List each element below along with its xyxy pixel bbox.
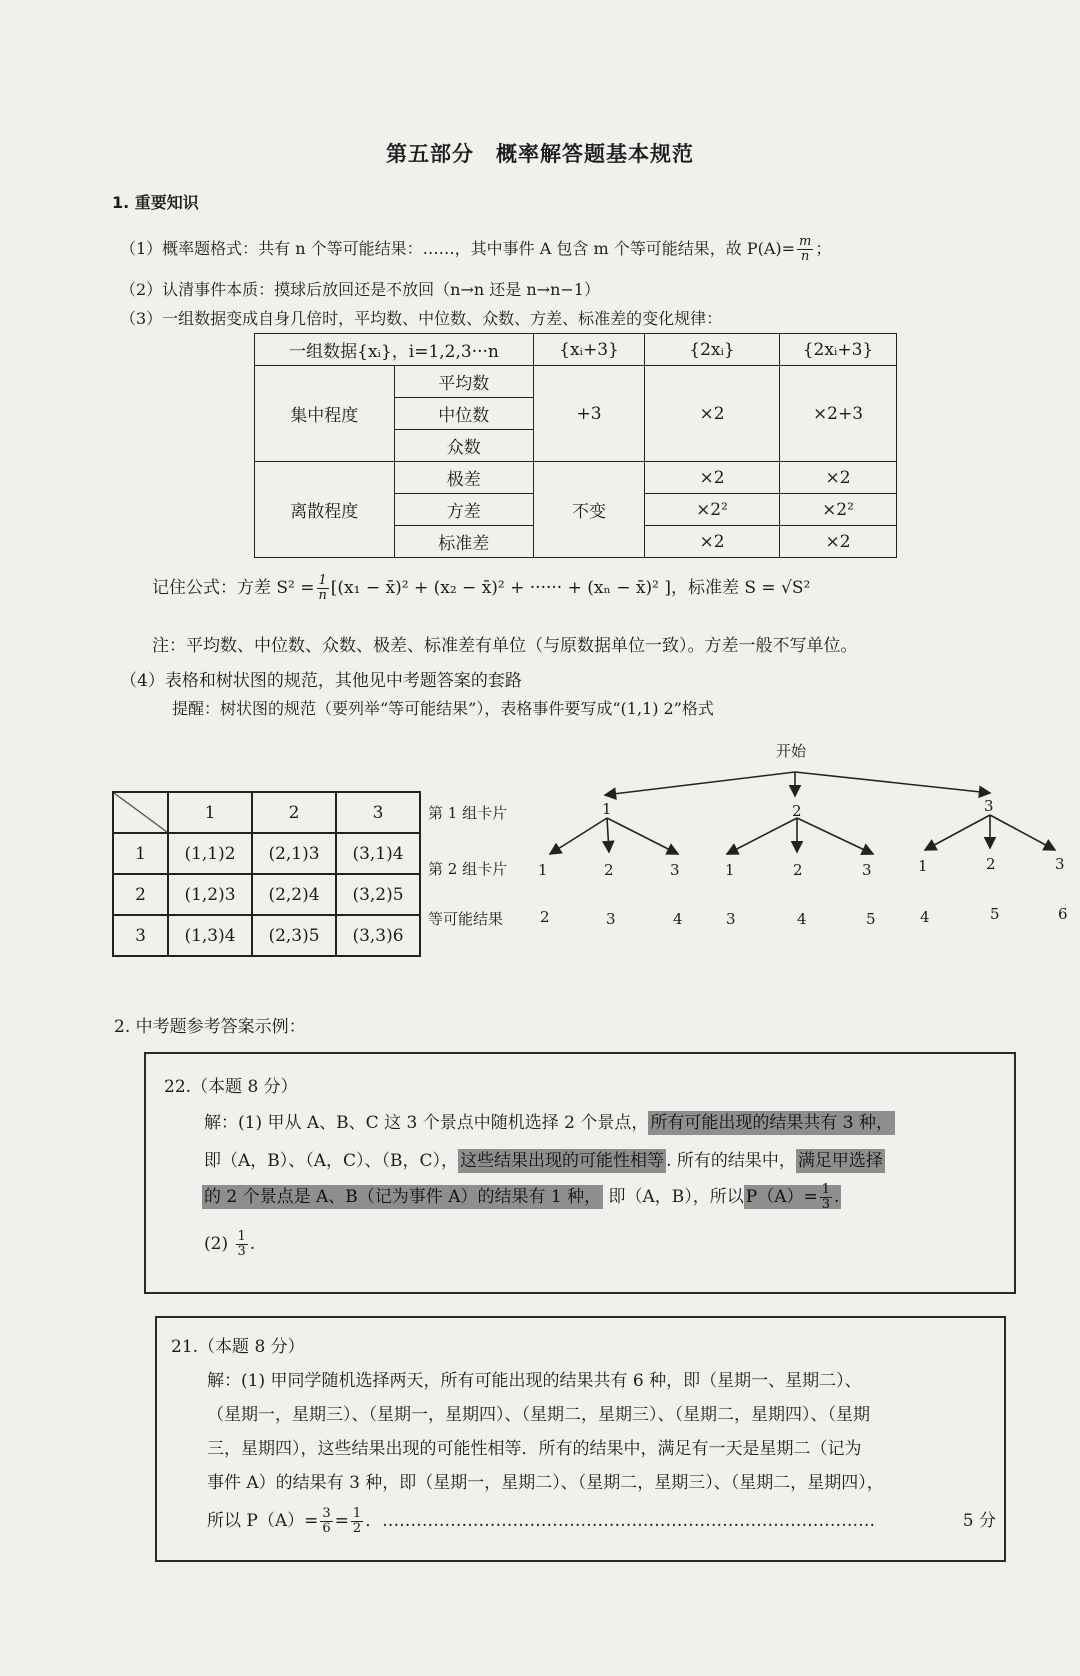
q21-fraction-1 xyxy=(320,1507,332,1536)
frac-den: 6 xyxy=(322,1521,331,1536)
q22-p-label: P（A）= xyxy=(745,1187,818,1207)
section1-heading: 1. 重要知识 xyxy=(112,193,199,212)
q22-l2-highlight2: 满足甲选择 xyxy=(797,1151,883,1171)
item2: （2）认清事件本质：摸球后放回还是不放回（n→n 还是 n→n−1） xyxy=(120,280,600,299)
tree-node-l2: 3 xyxy=(862,861,872,879)
tree-result: 5 xyxy=(990,905,1000,923)
tree-result: 2 xyxy=(540,908,550,926)
tree-branch xyxy=(795,772,990,793)
q22-l2-text: 即（A，B）、（A，C）、（B，C）， xyxy=(204,1151,459,1171)
q22-l4-text: (2) xyxy=(204,1234,229,1254)
grid-row xyxy=(113,915,420,956)
stat-name: 标准差 xyxy=(394,526,534,558)
outcome-table xyxy=(112,791,421,957)
q21-dots: ．…………………………………………………………………………… xyxy=(365,1511,876,1531)
frac-num: 1 xyxy=(352,1506,362,1521)
item1 xyxy=(120,235,831,264)
tree-result: 4 xyxy=(673,910,683,928)
stat-value: ×2 xyxy=(780,462,897,494)
item1-text: （1）概率题格式：共有 n 个等可能结果：……，其中事件 A 包含 m 个等可能结果，故 P(A)= xyxy=(120,239,796,258)
stat-value: ×2 xyxy=(780,526,897,558)
grid-row-label: 2 xyxy=(113,874,168,915)
stat-value: ×2+3 xyxy=(780,366,897,462)
tree-branch xyxy=(550,818,607,854)
q22-l4-fraction xyxy=(236,1230,248,1259)
diagonal-corner-cell xyxy=(113,792,168,833)
grid-cell: (2,1)3 xyxy=(252,833,336,874)
frac-num: m xyxy=(799,234,812,249)
stat-value: +3 xyxy=(534,366,645,462)
formula-fraction xyxy=(317,574,329,603)
q22-l2-highlight: 这些结果出现的可能性相等 xyxy=(460,1151,665,1171)
grid-cell: (1,2)3 xyxy=(168,874,252,915)
stat-header-row xyxy=(255,334,897,366)
stat-value: 不变 xyxy=(534,462,645,558)
tree-node-l2: 2 xyxy=(986,855,996,873)
tree-row-label: 第 1 组卡片 xyxy=(428,804,508,822)
stat-row xyxy=(255,366,897,398)
tree-row-label: 等可能结果 xyxy=(428,910,504,928)
frac-num: 1 xyxy=(237,1229,246,1244)
frac-den: n xyxy=(801,249,810,264)
q22-line1 xyxy=(204,1108,895,1133)
q21-fraction-2 xyxy=(351,1507,363,1536)
stat-header: {2xᵢ+3} xyxy=(780,334,897,366)
group-label: 离散程度 xyxy=(255,462,395,558)
q21-line4: 事件 A）的结果有 3 种，即（星期一，星期二）、（星期二，星期三）、（星期二，星期四）， xyxy=(207,1473,884,1493)
q21-line2: （星期一，星期三）、（星期一，星期四）、（星期二，星期三）、（星期二，星期四）、（星期 xyxy=(207,1405,870,1425)
tree-start: 开始 xyxy=(776,742,807,760)
stat-header: 一组数据{xᵢ}，i=1,2,3···n xyxy=(255,334,534,366)
stat-value: ×2 xyxy=(645,462,780,494)
q21-line1: 解：(1) 甲同学随机选择两天，所有可能出现的结果共有 6 种，即（星期一、星期二）、 xyxy=(207,1371,862,1391)
grid-row-label: 1 xyxy=(113,833,168,874)
q22-line3 xyxy=(202,1182,841,1212)
q21-score: 5 分 xyxy=(962,1511,996,1531)
q21-answer-box xyxy=(155,1316,1006,1562)
q22-answer-box xyxy=(144,1052,1016,1294)
stat-table xyxy=(254,333,897,558)
tree-branch xyxy=(925,815,990,850)
stat-name: 方差 xyxy=(394,494,534,526)
stat-name: 众数 xyxy=(394,430,534,462)
q22-l3-highlight2: P（A）= $\frac{1}{3}$ . xyxy=(745,1182,840,1212)
stat-name: 极差 xyxy=(394,462,534,494)
grid-row-label: 3 xyxy=(113,915,168,956)
tip: 提醒：树状图的规范（要列举“等可能结果”），表格事件要写成“(1,1) 2”格式 xyxy=(172,699,714,718)
tree-node-l1: 2 xyxy=(792,802,802,820)
tree-result: 4 xyxy=(797,910,807,928)
grid-cell: (3,3)6 xyxy=(336,915,420,956)
stat-value: ×2² xyxy=(780,494,897,526)
formula-prefix: 记住公式：方差 S² = xyxy=(152,578,315,598)
page-title: 第五部分 概率解答题基本规范 xyxy=(386,142,694,166)
q22-l1-text: 解：(1) 甲从 A、B、C 这 3 个景点中随机选择 2 个景点， xyxy=(204,1113,649,1133)
stat-name: 中位数 xyxy=(394,398,534,430)
grid-col-header: 3 xyxy=(336,792,420,833)
q22-l2-text2: . 所有的结果中， xyxy=(666,1151,796,1171)
section2-heading: 2. 中考题参考答案示例： xyxy=(114,1017,306,1037)
grid-row xyxy=(113,833,420,874)
tree-node-l2: 2 xyxy=(604,861,614,879)
q22-l3-highlight: 的 2 个景点是 A、B（记为事件 A）的结果有 1 种， xyxy=(204,1187,602,1207)
tree-node-l2: 1 xyxy=(538,861,548,879)
grid-row xyxy=(113,874,420,915)
tree-node-l2: 1 xyxy=(725,861,735,879)
stat-value: ×2 xyxy=(645,366,780,462)
tree-branch xyxy=(727,818,797,854)
stat-header: {2xᵢ} xyxy=(645,334,780,366)
tree-node-l1: 1 xyxy=(602,800,612,818)
grid-cell: (1,3)4 xyxy=(168,915,252,956)
tree-node-l1: 3 xyxy=(984,797,994,815)
formula-body: [(x₁ − x̄)² + (x₂ − x̄)² + ······ + (xₙ − x̄)² ]，标准差 S = √S² xyxy=(330,578,811,598)
q21-line5 xyxy=(207,1506,987,1536)
grid-cell: (3,2)5 xyxy=(336,874,420,915)
frac-num: 1 xyxy=(821,1182,831,1197)
grid-cell: (1,1)2 xyxy=(168,833,252,874)
tree-result: 3 xyxy=(726,910,736,928)
tree-row-label: 第 2 组卡片 xyxy=(428,860,508,878)
stat-header: {xᵢ+3} xyxy=(534,334,645,366)
tree-branch xyxy=(605,772,795,795)
q22-l1-highlight: 所有可能出现的结果共有 3 种， xyxy=(650,1113,893,1133)
tree-result: 4 xyxy=(920,908,930,926)
stat-value: ×2² xyxy=(645,494,780,526)
tree-result: 6 xyxy=(1058,905,1068,923)
tree-result: 5 xyxy=(866,910,876,928)
note: 注：平均数、中位数、众数、极差、标准差有单位（与原数据单位一致）。方差一般不写单位。 xyxy=(152,636,858,656)
q21-equals: = xyxy=(334,1511,349,1531)
formula xyxy=(152,573,810,603)
tree-branch xyxy=(797,818,873,854)
grid-cell: (2,2)4 xyxy=(252,874,336,915)
frac-den: 2 xyxy=(352,1521,362,1536)
grid-col-header: 2 xyxy=(252,792,336,833)
group-label: 集中程度 xyxy=(255,366,395,462)
frac-den: n xyxy=(318,588,327,603)
tree-branch xyxy=(990,815,1055,850)
frac-num: 1 xyxy=(318,573,327,588)
grid-col-header: 1 xyxy=(168,792,252,833)
tree-result: 3 xyxy=(606,910,616,928)
tree-branch xyxy=(607,818,609,852)
q22-l3-text: 即（A，B），所以 xyxy=(608,1187,744,1207)
stat-row xyxy=(255,462,897,494)
tree-branch xyxy=(607,818,678,854)
frac-den: 3 xyxy=(237,1244,246,1259)
q21-l5-text: 所以 P（A）= xyxy=(207,1511,319,1531)
q22-fraction xyxy=(820,1183,832,1212)
tree-node-l2: 3 xyxy=(1055,855,1065,873)
stat-name: 平均数 xyxy=(394,366,534,398)
frac-num: 3 xyxy=(322,1506,331,1521)
grid-cell: (2,3)5 xyxy=(252,915,336,956)
item1-tail: ； xyxy=(815,239,832,258)
grid-cell: (3,1)4 xyxy=(336,833,420,874)
q22-line4: (2) $\frac{1}{3}$ . xyxy=(204,1229,256,1259)
q22-head: 22.（本题 8 分） xyxy=(164,1077,298,1097)
item3: （3）一组数据变成自身几倍时，平均数、中位数、众数、方差、标准差的变化规律： xyxy=(120,309,723,328)
q22-line2 xyxy=(204,1146,885,1171)
item4: （4）表格和树状图的规范，其他见中考题答案的套路 xyxy=(120,671,522,691)
grid-header-row xyxy=(113,792,420,833)
frac-den: 3 xyxy=(821,1197,831,1212)
tree-node-l2: 1 xyxy=(918,857,928,875)
q21-line3: 三，星期四），这些结果出现的可能性相等．所有的结果中，满足有一天是星期二（记为 xyxy=(207,1439,862,1459)
tree-node-l2: 3 xyxy=(670,861,680,879)
q21-head: 21.（本题 8 分） xyxy=(171,1337,305,1357)
item1-fraction xyxy=(797,235,813,264)
stat-value: ×2 xyxy=(645,526,780,558)
tree-node-l2: 2 xyxy=(793,861,803,879)
